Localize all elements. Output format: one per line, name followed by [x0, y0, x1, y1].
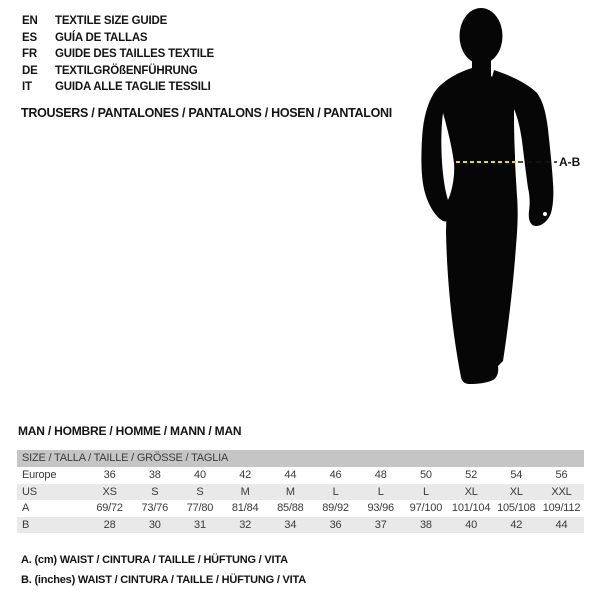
- table-cell: 89/92: [322, 502, 349, 514]
- language-label: TEXTILGRÖßENFÜHRUNG: [55, 64, 198, 77]
- table-row-a-cm: [17, 500, 584, 517]
- table-cell: XL: [464, 485, 478, 498]
- table-cell: 42: [239, 469, 252, 481]
- language-code: FR: [22, 48, 37, 60]
- table-cell: 44: [555, 518, 568, 531]
- table-cell: M: [240, 485, 250, 498]
- table-cell: 38: [148, 469, 161, 481]
- table-cell: 56: [555, 469, 568, 481]
- row-label: Europe: [22, 469, 57, 481]
- table-cell: XXL: [551, 485, 572, 498]
- size-table: [17, 450, 584, 533]
- table-row-europe: [17, 467, 584, 484]
- table-cell: 32: [239, 518, 252, 531]
- table-cell: 52: [465, 469, 478, 481]
- table-cell: 46: [329, 469, 342, 481]
- silhouette-hand-highlight: [543, 212, 547, 216]
- size-table-header: SIZE / TALLA / TAILLE / GRÖSSE / TAGLIA: [17, 450, 584, 467]
- language-list: [22, 13, 214, 96]
- table-cell: 85/88: [277, 502, 304, 514]
- table-cell: 69/72: [96, 502, 123, 514]
- table-cell: 73/76: [141, 502, 169, 514]
- language-label: TEXTILE SIZE GUIDE: [55, 15, 168, 27]
- table-cell: 36: [329, 518, 342, 531]
- row-label: A: [22, 502, 30, 514]
- table-cell: 44: [284, 469, 297, 481]
- table-cell: 77/80: [186, 502, 214, 514]
- language-label: GUIDE DES TAILLES TEXTILE: [55, 48, 214, 60]
- table-cell: L: [377, 485, 384, 498]
- table-row-us: [17, 484, 584, 501]
- table-cell: 81/84: [231, 502, 259, 514]
- table-cell: M: [285, 485, 295, 498]
- language-row-es: [22, 30, 214, 47]
- table-cell: S: [151, 485, 159, 498]
- language-row-en: [22, 13, 214, 30]
- row-label: US: [22, 485, 37, 498]
- table-cell: 31: [194, 518, 206, 531]
- table-cell: 101/104: [451, 502, 491, 514]
- table-cell: 50: [419, 469, 432, 481]
- table-row-b-inches: [17, 517, 584, 534]
- table-cell: 97/100: [409, 502, 443, 514]
- table-cell: 40: [194, 469, 206, 481]
- category-title: TROUSERS / PANTALONES / PANTALONS / HOSEN / PANTALONI: [21, 106, 392, 120]
- language-row-de: [22, 63, 214, 80]
- table-cell: 34: [284, 518, 297, 531]
- silhouette-body: [421, 54, 517, 384]
- table-cell: XS: [102, 485, 117, 498]
- table-cell: 40: [465, 518, 478, 531]
- table-cell: 93/96: [367, 502, 394, 514]
- language-code: IT: [22, 81, 32, 93]
- table-cell: 54: [510, 469, 523, 481]
- table-cell: 42: [510, 518, 523, 531]
- language-code: DE: [22, 64, 38, 77]
- note-b-inches: B. (inches) WAIST / CINTURA / TAILLE / HÜFTUNG / VITA: [21, 573, 306, 586]
- table-cell: 48: [374, 469, 387, 481]
- table-cell: 28: [103, 518, 116, 531]
- measure-notes: [21, 551, 306, 590]
- row-label: B: [22, 518, 30, 531]
- waist-measure-label: A-B: [559, 155, 581, 169]
- language-code: EN: [22, 15, 38, 27]
- section-title-man: MAN / HOMBRE / HOMME / MANN / MAN: [18, 424, 242, 438]
- table-cell: 105/108: [497, 502, 536, 514]
- table-cell: 109/112: [542, 502, 581, 514]
- table-cell: XL: [509, 485, 523, 498]
- language-row-it: [22, 79, 214, 96]
- table-cell: 38: [419, 518, 432, 531]
- table-cell: 30: [148, 518, 161, 531]
- language-code: ES: [22, 31, 37, 44]
- language-row-fr: [22, 46, 214, 63]
- table-cell: S: [196, 485, 204, 498]
- table-cell: L: [332, 485, 339, 498]
- table-cell: 36: [103, 469, 116, 481]
- language-label: GUÍA DE TALLAS: [55, 31, 148, 44]
- language-label: GUIDA ALLE TAGLIE TESSILI: [55, 81, 211, 93]
- note-a-cm: A. (cm) WAIST / CINTURA / TAILLE / HÜFTUNG / VITA: [21, 554, 288, 566]
- table-cell: 37: [374, 518, 387, 531]
- table-cell: L: [422, 485, 429, 498]
